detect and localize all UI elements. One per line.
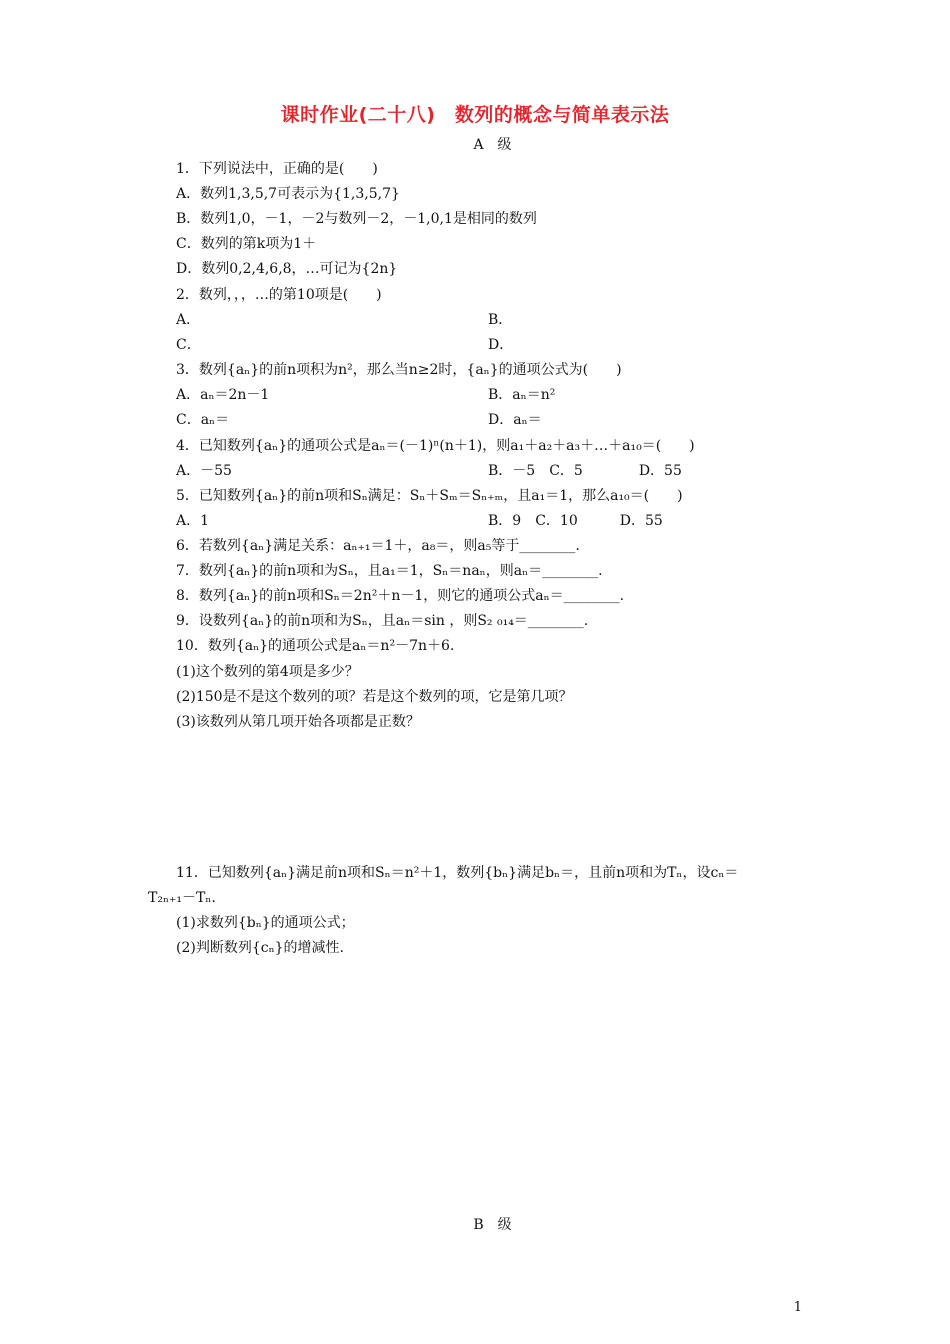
question-line-q5a: A．1 bbox=[176, 513, 210, 529]
question-line-q2d: D． bbox=[488, 337, 514, 353]
question-line-q3d: D．aₙ＝ bbox=[488, 412, 542, 428]
question-line-q6: 6．若数列{aₙ}满足关系：aₙ₊₁＝1＋，a₈＝，则a₅等于________. bbox=[176, 538, 580, 554]
question-line-q1: 1．下列说法中，正确的是( ) bbox=[176, 161, 378, 177]
question-line-q2c: C． bbox=[176, 337, 201, 353]
question-line-q5bcd: B．9 C．10 D．55 bbox=[488, 513, 663, 529]
question-line-q11b: T₂ₙ₊₁－Tₙ. bbox=[148, 890, 216, 906]
question-line-q1a: A．数列1,3,5,7可表示为{1,3,5,7} bbox=[176, 186, 400, 202]
page-number: 1 bbox=[793, 1300, 802, 1315]
question-line-q4bcd: B．－5 C．5 D．55 bbox=[488, 463, 682, 479]
question-line-q2: 2．数列，，，…的第10项是( ) bbox=[176, 287, 382, 303]
question-line-q11_1: (1)求数列{bₙ}的通项公式； bbox=[176, 915, 355, 931]
question-line-q11: 11．已知数列{aₙ}满足前n项和Sₙ＝n²＋1，数列{bₙ}满足bₙ＝，且前n项和为Tₙ，设cₙ＝ bbox=[176, 865, 739, 881]
question-line-q4: 4．已知数列{aₙ}的通项公式是aₙ＝(－1)ⁿ(n＋1)，则a₁＋a₂＋a₃＋…＋a₁₀＝( ) bbox=[176, 438, 695, 454]
question-line-q3a: A．aₙ＝2n－1 bbox=[176, 387, 270, 403]
level-b-heading: B 级 bbox=[473, 1217, 512, 1233]
question-line-q10_2: (2)150是不是这个数列的项？若是这个数列的项，它是第几项？ bbox=[176, 689, 573, 705]
question-line-q11_2: (2)判断数列{cₙ}的增减性. bbox=[176, 940, 344, 956]
question-line-q4a: A．－55 bbox=[176, 463, 232, 479]
question-line-q1c: C．数列的第k项为1＋ bbox=[176, 236, 317, 252]
level-a-heading: A 级 bbox=[473, 137, 512, 153]
question-line-q10_1: (1)这个数列的第4项是多少？ bbox=[176, 664, 359, 680]
question-line-q9: 9．设数列{aₙ}的前n项和为Sₙ，且aₙ＝sin ，则S₂ ₀₁₄＝________. bbox=[176, 613, 589, 629]
question-line-q1b: B．数列1,0，－1，－2与数列－2，－1,0,1是相同的数列 bbox=[176, 211, 537, 227]
question-line-q1d: D．数列0,2,4,6,8，…可记为{2n} bbox=[176, 261, 398, 277]
question-line-q2a: A． bbox=[176, 312, 201, 328]
question-line-q3c: C．aₙ＝ bbox=[176, 412, 230, 428]
question-line-q3: 3．数列{aₙ}的前n项积为n²，那么当n≥2时，{aₙ}的通项公式为( ) bbox=[176, 362, 622, 378]
question-line-q8: 8．数列{aₙ}的前n项和Sₙ＝2n²＋n－1，则它的通项公式aₙ＝________. bbox=[176, 588, 625, 604]
question-line-q5: 5．已知数列{aₙ}的前n项和Sₙ满足：Sₙ＋Sₘ＝Sₙ₊ₘ，且a₁＝1，那么a₁₀＝( ) bbox=[176, 488, 683, 504]
page-title: 课时作业(二十八) 数列的概念与简单表示法 bbox=[280, 104, 670, 126]
question-line-q3b: B．aₙ＝n² bbox=[488, 387, 556, 403]
question-line-q10_3: (3)该数列从第几项开始各项都是正数？ bbox=[176, 714, 420, 730]
question-line-q2b: B． bbox=[488, 312, 513, 328]
question-line-q10: 10．数列{aₙ}的通项公式是aₙ＝n²－7n＋6. bbox=[176, 638, 455, 654]
question-line-q7: 7．数列{aₙ}的前n项和为Sₙ，且a₁＝1，Sₙ＝naₙ，则aₙ＝________. bbox=[176, 563, 603, 579]
